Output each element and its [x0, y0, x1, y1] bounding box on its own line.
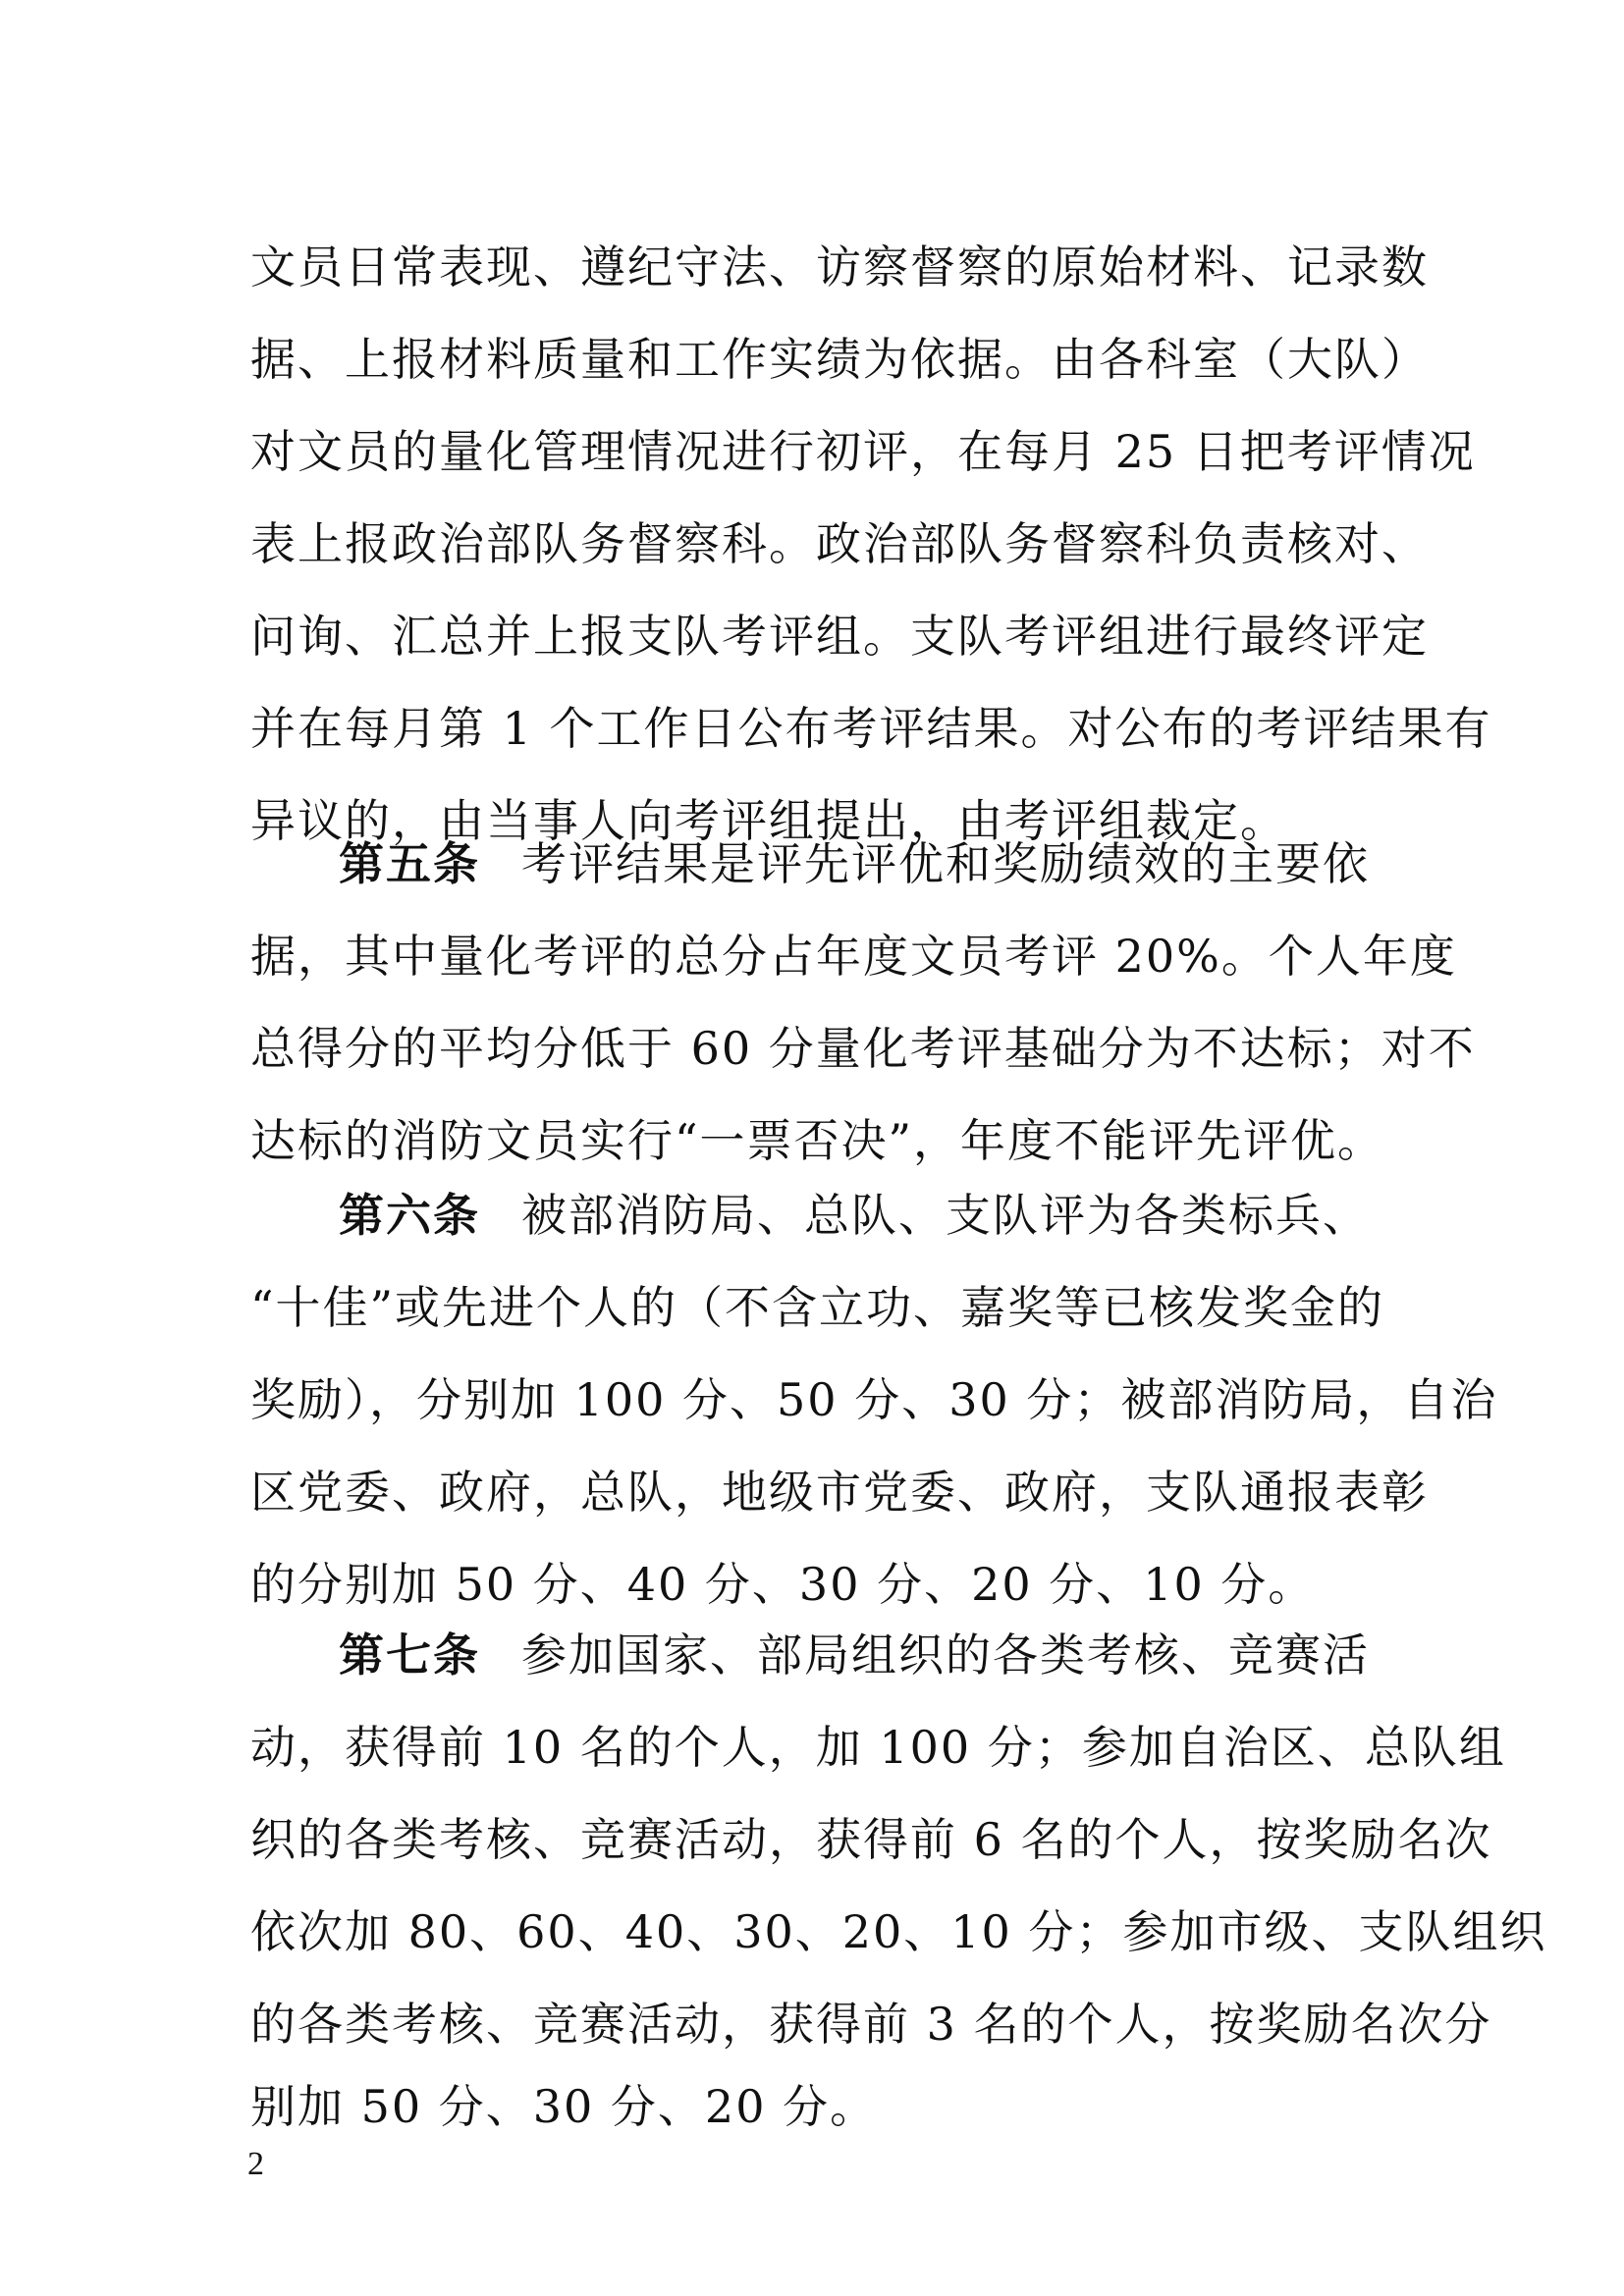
body-line-4: 表上报政治部队务督察科。政治部队务督察科负责核对、 — [250, 517, 1429, 570]
article-7-first-line — [339, 1628, 1370, 1682]
article-7-line-4: 的各类考核、竞赛活动，获得前 3 名的个人，按奖励名次分 — [250, 1998, 1492, 2051]
article-7-line-2: 织的各类考核、竞赛活动，获得前 6 名的个人，按奖励名次 — [250, 1813, 1492, 1866]
article-7-opening: 参加国家、部局组织的各类考核、竞赛活 — [521, 1629, 1370, 1682]
article-6-line-4: 的分别加 50 分、40 分、30 分、20 分、10 分。 — [250, 1558, 1316, 1611]
body-line-3: 对文员的量化管理情况进行初评，在每月 25 日把考评情况 — [250, 425, 1476, 478]
page-number: 2 — [247, 2146, 264, 2182]
article-6-title: 第六条 — [339, 1189, 480, 1242]
article-6-line-3: 区党委、政府，总队，地级市党委、政府，支队通报表彰 — [250, 1466, 1429, 1519]
article-5-first-line — [339, 836, 1370, 891]
article-5-title: 第五条 — [339, 837, 480, 890]
article-5-line-1: 据，其中量化考评的总分占年度文员考评 20%。个人年度 — [250, 930, 1457, 983]
article-6-line-1: “十佳”或先进个人的（不含立功、嘉奖等已核发奖金的 — [250, 1281, 1385, 1334]
article-5-opening: 考评结果是评先评优和奖励绩效的主要依 — [521, 837, 1370, 890]
body-line-2: 据、上报材料质量和工作实绩为依据。由各科室（大队） — [250, 333, 1429, 386]
body-line-6: 并在每月第 1 个工作日公布考评结果。对公布的考评结果有 — [250, 702, 1492, 755]
article-5-line-2: 总得分的平均分低于 60 分量化考评基础分为不达标；对不 — [250, 1022, 1476, 1075]
body-line-7: 异议的，由当事人向考评组提出，由考评组裁定。 — [250, 794, 1287, 847]
article-7-line-5: 别加 50 分、30 分、20 分。 — [250, 2080, 878, 2133]
article-6-line-2: 奖励），分别加 100 分、50 分、30 分；被部消防局，自治 — [250, 1373, 1498, 1426]
body-line-1: 文员日常表现、遵纪守法、访察督察的原始材料、记录数 — [250, 240, 1429, 294]
body-line-5: 问询、汇总并上报支队考评组。支队考评组进行最终评定 — [250, 610, 1429, 663]
article-6-opening: 被部消防局、总队、支队评为各类标兵、 — [521, 1189, 1370, 1242]
article-7-line-3: 依次加 80、60、40、30、20、10 分；参加市级、支队组织 — [250, 1905, 1547, 1958]
article-6-first-line — [339, 1188, 1370, 1243]
article-7-line-1: 动，获得前 10 名的个人，加 100 分；参加自治区、总队组 — [250, 1721, 1506, 1774]
article-5-line-3: 达标的消防文员实行“一票否决”，年度不能评先评优。 — [250, 1114, 1385, 1167]
article-7-title: 第七条 — [339, 1629, 480, 1682]
